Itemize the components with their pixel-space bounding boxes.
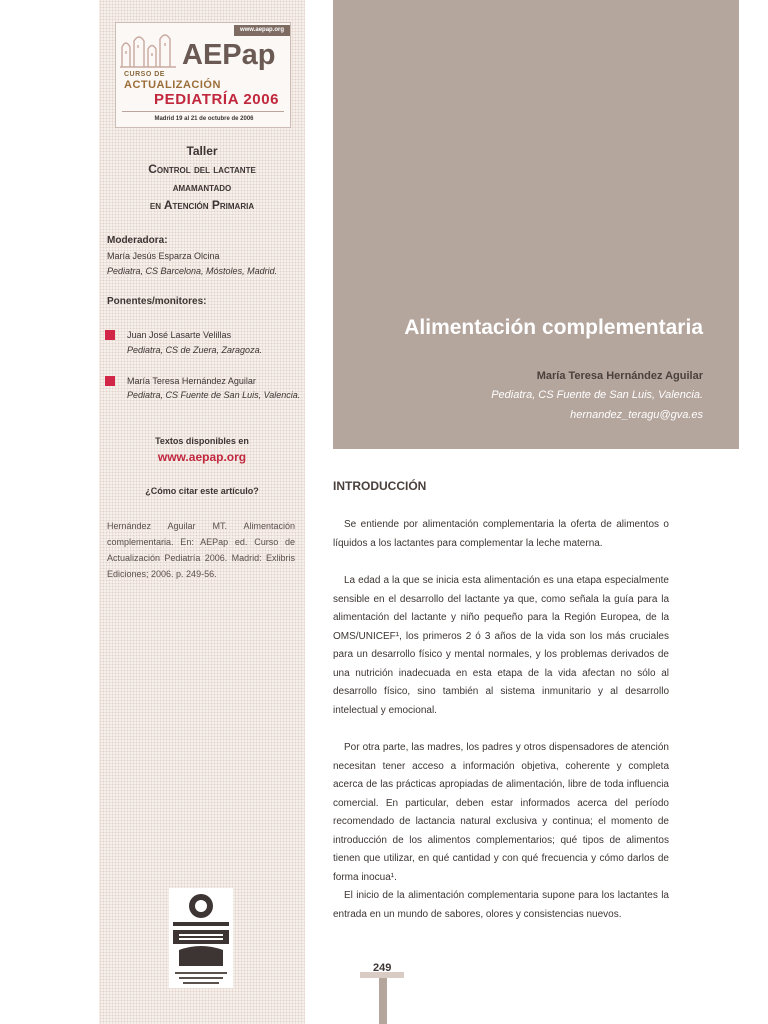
speaker-bullet: [105, 330, 115, 340]
logo-divider: [122, 111, 284, 112]
moderator-heading: Moderadora:: [107, 235, 168, 246]
page-number-rule: [379, 978, 387, 1024]
paragraph: El inicio de la alimentación complementaria supone para los lactantes la entrada en un mundo de sabores, olores y consistencias nuevos.: [333, 890, 669, 920]
speaker-affiliation: Pediatra, CS Fuente de San Luis, Valencia.: [127, 390, 301, 400]
logo-url: www.aepap.org: [234, 25, 290, 36]
workshop-line-1: Control del lactante: [148, 162, 256, 176]
paragraph: Se entiende por alimentación complementaria la oferta de alimentos o líquidos a los lactantes para complementar la leche materna.: [333, 519, 669, 549]
logo-update-line: ACTUALIZACIÓN: [124, 79, 221, 91]
logo-pediatrics-line: PEDIATRÍA 2006: [154, 91, 280, 108]
logo-name: AEPap: [182, 39, 276, 71]
logo-dates: Madrid 19 al 21 de octubre de 2006: [154, 116, 254, 122]
moderator-name: María Jesús Esparza Olcina: [107, 251, 220, 261]
workshop-label: Taller: [186, 144, 218, 158]
article-title: Alimentación complementaria: [404, 316, 703, 339]
page-number: 249: [373, 962, 392, 974]
building-columns-icon: [118, 27, 180, 69]
texts-url-link[interactable]: www.aepap.org: [157, 450, 247, 464]
logo-course-line: CURSO DE: [124, 71, 165, 78]
cite-question: ¿Cómo citar este artículo?: [145, 486, 259, 496]
workshop-line-3: en Atención Primaria: [149, 198, 255, 212]
workshop-line-2: amamantado: [172, 180, 232, 194]
texts-available-label: Textos disponibles en: [155, 436, 249, 446]
paragraph: Por otra parte, las madres, los padres y otros dispensadores de atención necesitan tener acceso a información objetiva, coherente y completa acerca de las prácticas apropiadas de alimentación, libre de toda influencia comercial. En particular, deben estar informados acerca del período recomendado de lactancia natural exclusiva y continua; el momento de introducción de los alimentos complementarios; qué tipos de alimentos tienen que utilizar, en qué cantidad y con qué frecuencia y cómo darlos de forma inocua¹.: [333, 742, 669, 883]
sidebar: [99, 0, 305, 1024]
section-heading: INTRODUCCIÓN: [333, 479, 427, 493]
speaker-name: María Teresa Hernández Aguilar: [127, 376, 256, 386]
workshop-title: [99, 142, 305, 214]
article-author: María Teresa Hernández Aguilar: [536, 370, 703, 382]
moderator-affiliation: Pediatra, CS Barcelona, Móstoles, Madrid.: [107, 266, 278, 276]
speaker-name: Juan José Lasarte Velillas: [127, 330, 232, 340]
citation-text: Hernández Aguilar MT. Alimentación complementaria. En: AEPap ed. Curso de Actualización Pediatría 2006. Madrid: Exlibris Ediciones; 2006. p. 249-56.: [107, 521, 295, 579]
article-email[interactable]: hernandez_teragu@gva.es: [570, 409, 703, 421]
speaker-bullet: [105, 376, 115, 386]
article-title-block: [333, 0, 739, 449]
speakers-heading: Ponentes/monitores:: [107, 296, 207, 307]
paragraph: La edad a la que se inicia esta alimentación es una etapa especialmente sensible en el desarrollo del lactante ya que, como señala la guía para la alimentación del lactante y niño pequeño para la Región Europea, de la OMS/UNICEF¹, los primeros 2 ó 3 años de la vida son los más cruciales para un desarrollo físico y mental normales, y los problemas derivados de una nutrición inadecuada en esta etapa de la vida afectan no sólo al desarrollo físico, sino también al sistema inmunitario y al desarrollo intelectual y emocional.: [333, 575, 669, 716]
aepap-logo: [115, 22, 291, 128]
speaker-affiliation: Pediatra, CS de Zuera, Zaragoza.: [127, 345, 263, 355]
accreditation-council-logo: [169, 888, 233, 988]
article-affiliation: Pediatra, CS Fuente de San Luis, Valencia.: [491, 389, 703, 401]
